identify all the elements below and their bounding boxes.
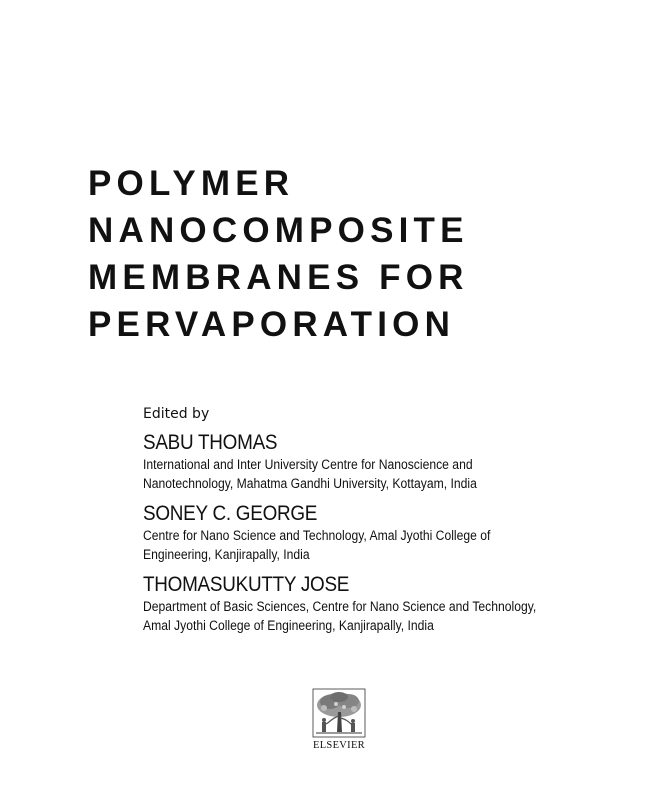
title-line-3: MEMBRANES FOR [88, 258, 469, 297]
editor-affiliation-line: Department of Basic Sciences, Centre for Nano Science and Technology, [143, 599, 537, 614]
editor-name: SABU THOMAS [143, 431, 278, 454]
title-line-4: PERVAPORATION [88, 305, 456, 344]
publisher-logo [306, 688, 372, 751]
edited-by-label: Edited by [143, 406, 210, 422]
editors-section [143, 404, 623, 643]
editor-name: SONEY C. GEORGE [143, 502, 318, 525]
editor-3 [143, 572, 623, 635]
editor-affiliation-line: International and Inter University Centre for Nanoscience and [143, 457, 473, 472]
elsevier-tree-icon [312, 688, 366, 738]
editor-affiliation-line: Nanotechnology, Mahatma Gandhi University, Kottayam, India [143, 476, 477, 491]
title-line-1: POLYMER [88, 164, 295, 203]
editor-affiliation-line: Centre for Nano Science and Technology, Amal Jyothi College of [143, 528, 491, 543]
editor-affiliation-line: Engineering, Kanjirapally, India [143, 547, 310, 562]
editor-name: THOMASUKUTTY JOSE [143, 573, 350, 596]
editor-affiliation-line: Amal Jyothi College of Engineering, Kanjirapally, India [143, 618, 434, 633]
book-title [88, 160, 469, 348]
title-line-2: NANOCOMPOSITE [88, 211, 469, 250]
editor-1 [143, 430, 623, 493]
editor-2 [143, 501, 623, 564]
publisher-name: ELSEVIER [313, 740, 365, 751]
